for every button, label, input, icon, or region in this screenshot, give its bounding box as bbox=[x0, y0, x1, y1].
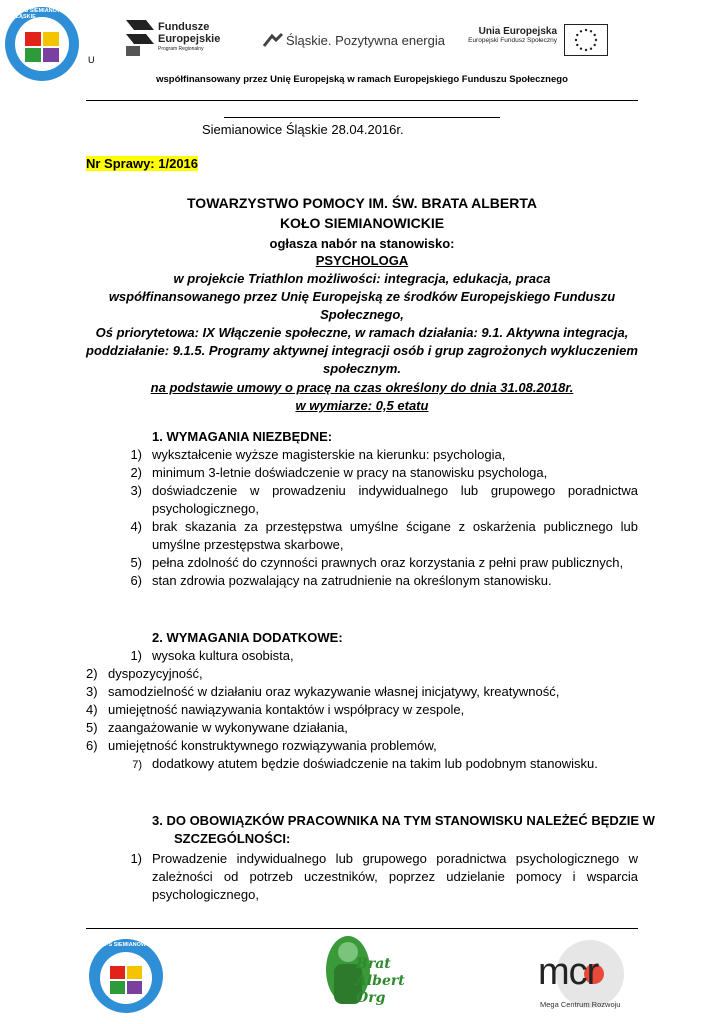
fundusze-europejskie-logo bbox=[126, 20, 236, 60]
case-number-text: Nr Sprawy: 1/2016 bbox=[86, 156, 199, 171]
contract-terms: na podstawie umowy o pracę na czas określony do dnia 31.08.2018r. bbox=[150, 380, 574, 395]
mops-footer-text: MOPS SIEMIANOWICE ŚLĄSKIE bbox=[96, 942, 181, 948]
section3-title-cont: SZCZEGÓLNOŚCI: bbox=[174, 831, 291, 846]
list-item: 3) samodzielność w działaniu oraz wykazywanie własnej inicjatywy, kreatywność, bbox=[86, 684, 560, 699]
position-title: PSYCHOLOGA bbox=[315, 253, 409, 268]
eu-logo-line1: Unia Europejska bbox=[478, 26, 557, 37]
brat-albert-logo bbox=[320, 930, 405, 1016]
place-date: Siemianowice Śląskie 28.04.2016r. bbox=[202, 122, 404, 137]
mcr-mark: mcr bbox=[538, 951, 599, 993]
eu-logo bbox=[462, 24, 612, 58]
list-item: 6) umiejętność konstruktywnego rozwiązywania problemów, bbox=[86, 738, 437, 753]
header-divider bbox=[86, 100, 638, 101]
section1-title: 1. WYMAGANIA NIEZBĘDNE: bbox=[152, 429, 333, 444]
list-item: 5) pełna zdolność do czynności prawnych oraz korzystania z pełni praw publicznych, bbox=[130, 555, 624, 570]
brat-albert-text: Brat Albert Org bbox=[356, 956, 405, 1006]
footer-divider bbox=[86, 928, 638, 929]
fe-logo-line2: Europejskie bbox=[158, 33, 221, 45]
mops-logo-footer bbox=[86, 936, 181, 1016]
list-item: 4) brak skazania za przestępstwa umyślne ścigane z oskarżenia publicznego lub bbox=[130, 519, 638, 534]
header-divider-short bbox=[224, 117, 500, 118]
work-hours: w wymiarze: 0,5 etatu bbox=[295, 398, 429, 413]
case-number bbox=[86, 155, 198, 173]
list-item: 6) stan zdrowia pozwalający na zatrudnienie na określonym stanowisku. bbox=[130, 573, 552, 588]
org-name-line1: TOWARZYSTWO POMOCY IM. ŚW. BRATA ALBERTA bbox=[187, 195, 537, 211]
org-name-line2: KOŁO SIEMIANOWICKIE bbox=[279, 215, 445, 231]
list-item-cont: umyślne przestępstwa skarbowe, bbox=[152, 537, 344, 552]
mcr-logo bbox=[532, 938, 632, 1018]
list-item-cont: psychologicznego, bbox=[152, 887, 259, 902]
project-line-1: w projekcie Triathlon możliwości: integracja, edukacja, praca bbox=[173, 271, 551, 286]
list-item: 1) wykształcenie wyższe magisterskie na kierunku: psychologia, bbox=[130, 447, 506, 462]
mcr-caption: Mega Centrum Rozwoju bbox=[540, 1000, 621, 1009]
fe-logo-line1: Fundusze bbox=[158, 21, 210, 33]
project-line-5: poddziałanie: 9.1.5. Programy aktywnej integracji osób i grup zagrożonych wykluczeniem bbox=[86, 343, 638, 358]
mops-logo-header bbox=[0, 4, 84, 82]
list-item-cont: psychologicznego, bbox=[152, 501, 259, 516]
list-item: 1) Prowadzenie indywidualnego lub grupowego poradnictwa psychologicznego w bbox=[130, 851, 638, 866]
eu-logo-line2: Europejski Fundusz Społeczny bbox=[468, 37, 557, 44]
list-item-cont: zależności od potrzeb uczestników, poprzez udzielanie pomocy i wsparcia bbox=[152, 869, 638, 884]
announcement: ogłasza nabór na stanowisko: bbox=[269, 236, 455, 251]
eu-flag-icon bbox=[564, 24, 608, 56]
project-line-4: Oś priorytetowa: IX Włączenie społeczne, w ramach działania: 9.1. Aktywna integracja, bbox=[95, 325, 629, 340]
section3-title: 3. DO OBOWIĄZKÓW PRACOWNIKA NA TYM STANOWISKU NALEŻEĆ BĘDZIE W bbox=[152, 813, 655, 828]
fe-logo-line3: Program Regionalny bbox=[158, 46, 204, 52]
mops-logo-text: MOPS SIEMIANOWICE ŚLĄSKIE bbox=[12, 8, 72, 20]
list-item: 5) zaangażowanie w wykonywane działania, bbox=[86, 720, 348, 735]
project-line-3: Społecznego, bbox=[320, 307, 404, 322]
list-item: 3) doświadczenie w prowadzeniu indywidualnego lub grupowego poradnictwa bbox=[130, 483, 638, 498]
project-line-2: współfinansowanego przez Unię Europejską ze środków Europejskiego Funduszu bbox=[108, 289, 616, 304]
cofinanced-note: współfinansowany przez Unię Europejską w ramach Europejskiego Funduszu Społecznego bbox=[156, 74, 568, 85]
list-item: 2) dyspozycyjność, bbox=[86, 666, 203, 681]
project-line-6: społecznym. bbox=[322, 361, 402, 376]
list-item: 4) umiejętność nawiązywania kontaktów i współpracy w zespole, bbox=[86, 702, 465, 717]
list-item: 7) dodatkowy atutem będzie doświadczenie na takim lub podobnym stanowisku. bbox=[132, 756, 598, 771]
section2-title: 2. WYMAGANIA DODATKOWE: bbox=[152, 630, 343, 645]
list-item: 2) minimum 3-letnie doświadczenie w pracy na stanowisku psychologa, bbox=[130, 465, 548, 480]
slaskie-logo-text: Śląskie. Pozytywna energia bbox=[286, 33, 445, 48]
list-item: 1) wysoka kultura osobista, bbox=[130, 648, 294, 663]
